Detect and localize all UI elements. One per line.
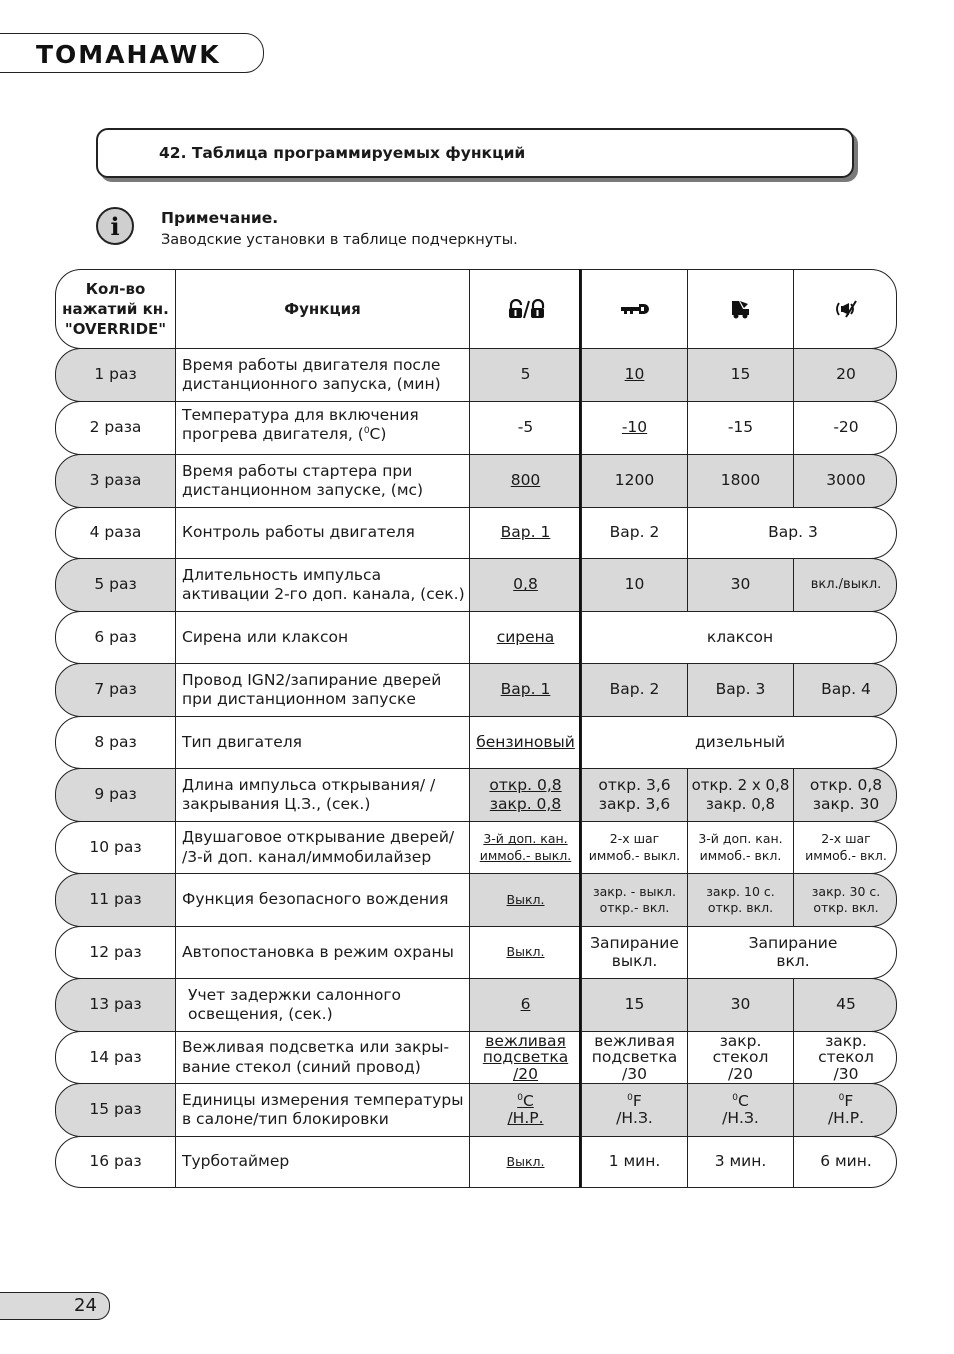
row-value: 30 (687, 559, 793, 611)
row-count: 6 раз (94, 627, 137, 646)
row-value: -15 (687, 402, 793, 454)
value-line: закр. 30 (812, 795, 880, 813)
value-line: откр. 0,8 (809, 775, 883, 794)
row-function: Сирена или клаксон (175, 612, 469, 663)
note-title: Примечание. (161, 209, 279, 227)
value-line: вкл. (776, 951, 810, 970)
row-value: Вар. 4 (793, 664, 898, 716)
table-row (55, 507, 897, 559)
value-line (732, 1093, 749, 1110)
row-value: 1 мин. (581, 1137, 687, 1187)
value-line: /30 (622, 1064, 647, 1083)
row-value: 15 (687, 349, 793, 401)
row-function: Двушаговое открывание дверей/ /3-й доп. канал/иммобилайзер (175, 822, 469, 873)
row-value: 3000 (793, 455, 898, 507)
value-line: закр. (719, 1032, 762, 1051)
row-value: Вар. 2 (581, 508, 687, 558)
row-value-default: 6 (469, 979, 581, 1031)
degree-sign: 0 (732, 1092, 738, 1103)
value-line: подсветка (591, 1048, 678, 1067)
value-line: закр. 3,6 (598, 795, 671, 813)
row-value (687, 1032, 793, 1083)
header-count (56, 270, 175, 348)
row-value-default (469, 769, 581, 821)
row-value: 3 мин. (687, 1137, 793, 1187)
row-count: 9 раз (94, 785, 137, 804)
row-value (793, 874, 898, 926)
row-count: 8 раз (94, 732, 137, 751)
table-row (55, 821, 897, 874)
value-text: C (737, 1091, 749, 1110)
value-line: 2-х шаг (609, 831, 660, 847)
row-value-default: сирена (469, 612, 581, 663)
row-value: 20 (793, 349, 898, 401)
table-row (55, 978, 897, 1032)
row-value (793, 822, 898, 873)
row-function-text: прогрева двигателя, ( (182, 425, 364, 444)
value-line: выкл. (611, 951, 658, 970)
row-count: 7 раз (94, 680, 137, 699)
row-count: 4 раза (89, 523, 142, 542)
header-col-siren (793, 270, 898, 348)
value-line: откр. 3,6 (598, 775, 671, 794)
value-line: иммоб.- вкл. (699, 847, 782, 863)
table-row (55, 454, 897, 508)
value-line: стекол (818, 1048, 874, 1067)
row-value: 45 (793, 979, 898, 1031)
value-line: стекол (712, 1048, 769, 1067)
value-text: F (844, 1091, 854, 1110)
table-row (55, 611, 897, 664)
table-row (55, 401, 897, 455)
row-value (581, 1084, 687, 1136)
header-count-line: нажатий кн. (62, 299, 169, 318)
table-row (55, 663, 897, 717)
row-value: Вар. 2 (581, 664, 687, 716)
row-value: 1200 (581, 455, 687, 507)
header-count-line: "OVERRIDE" (64, 320, 167, 339)
row-value (581, 927, 687, 978)
table-row (55, 768, 897, 822)
value-line: откр. вкл. (707, 900, 774, 915)
row-value-default: -10 (581, 402, 687, 454)
value-text: C (522, 1091, 534, 1110)
table-row (55, 926, 897, 979)
row-value-default: Выкл. (469, 1137, 581, 1187)
row-value: клаксон (581, 612, 898, 663)
row-value: 6 мин. (793, 1137, 898, 1187)
degree-sign: 0 (363, 426, 370, 437)
value-line: Запирание (748, 934, 838, 953)
row-value-default (469, 1084, 581, 1136)
info-icon: i (96, 207, 134, 245)
header-function: Функция (175, 270, 469, 348)
row-value (687, 927, 898, 978)
row-value-default: 800 (469, 455, 581, 507)
value-line: откр. 0,8 (489, 775, 562, 794)
trunk-icon (730, 299, 752, 319)
table-row (55, 873, 897, 927)
row-value: 5 (469, 349, 581, 401)
row-value (793, 769, 898, 821)
row-function: Единицы измерения температуры в салоне/тип блокировки (175, 1084, 469, 1136)
header-col-lock (469, 270, 581, 348)
page-number: 24 (74, 1295, 97, 1316)
row-function (175, 402, 469, 454)
value-line: закр. 0,8 (489, 795, 562, 813)
row-count: 15 раз (89, 1100, 142, 1119)
row-value (581, 1032, 687, 1083)
row-function-line: Температура для включения (182, 406, 419, 424)
value-line: откр.- вкл. (599, 900, 670, 915)
value-line: закр. 10 с. (706, 883, 775, 899)
header-col-key (581, 270, 687, 348)
row-count: 13 раз (89, 995, 142, 1014)
row-value-default: бензиновый (469, 717, 581, 768)
row-function: Турботаймер (175, 1137, 469, 1187)
note-text: Заводские установки в таблице подчеркнуты. (161, 232, 518, 248)
value-line (627, 1093, 642, 1110)
row-value: 15 (581, 979, 687, 1031)
row-function: Вежливая подсветка или закры- вание стекол (синий провод) (175, 1032, 469, 1083)
table-row (55, 558, 897, 612)
row-value (581, 769, 687, 821)
value-line: закр. 0,8 (705, 795, 776, 813)
row-value-default: 0,8 (469, 559, 581, 611)
row-value: 30 (687, 979, 793, 1031)
degree-sign: 0 (838, 1092, 845, 1103)
degree-sign: 0 (517, 1092, 523, 1103)
section-title-box (96, 128, 854, 178)
header-count-line: Кол-во (85, 279, 146, 298)
table-row (55, 1031, 897, 1084)
value-line: /20 (513, 1064, 538, 1083)
row-value: дизельный (581, 717, 898, 768)
value-line: /20 (728, 1064, 753, 1083)
row-function: Время работы двигателя после дистанционного запуска, (мин) (175, 349, 469, 401)
row-value (581, 874, 687, 926)
value-text: F (632, 1091, 642, 1110)
row-function: Длина импульса открывания/ /закрывания Ц.З., (сек.) (175, 769, 469, 821)
row-function-text: C) (369, 425, 387, 444)
row-value (687, 769, 793, 821)
row-function: Функция безопасного вождения (175, 874, 469, 926)
row-function: Тип двигателя (175, 717, 469, 768)
value-line: иммоб.- вкл. (805, 847, 887, 863)
lock-unlock-icon (507, 299, 545, 319)
row-count: 14 раз (89, 1047, 142, 1066)
row-value-default: Вар. 1 (469, 508, 581, 558)
row-value-default: Выкл. (469, 874, 581, 926)
row-count: 11 раз (89, 890, 142, 909)
section-title: 42. Таблица программируемых функций (159, 144, 526, 162)
row-function: Автопостановка в режим охраны (175, 927, 469, 978)
row-value (687, 874, 793, 926)
row-value-default: 10 (581, 349, 687, 401)
row-value: Вар. 3 (687, 664, 793, 716)
row-function: Время работы стартера при дистанционном запуске, (мс) (175, 455, 469, 507)
row-value: вкл./выкл. (793, 559, 898, 611)
value-line: 3-й доп. кан. (698, 831, 783, 847)
row-value: -5 (469, 402, 581, 454)
value-line: /30 (833, 1064, 859, 1083)
value-line: вежливая (594, 1032, 675, 1051)
row-value (687, 1084, 793, 1136)
table-row (55, 1083, 897, 1137)
siren-icon (834, 300, 858, 318)
table-row (55, 348, 897, 402)
value-line: подсветка (482, 1048, 569, 1067)
row-value (581, 822, 687, 873)
degree-sign: 0 (627, 1092, 633, 1103)
value-line (839, 1093, 854, 1110)
row-function: Длительность импульса активации 2-го доп. канала, (сек.) (175, 559, 469, 611)
brand-logo: TOMAHAWK (36, 40, 221, 69)
row-count: 16 раз (89, 1152, 142, 1171)
row-count: 1 раз (94, 365, 137, 384)
value-line: откр. 2 х 0,8 (691, 776, 790, 795)
column-divider (579, 269, 581, 1187)
row-count: 2 раза (89, 418, 142, 437)
row-value-default: Выкл. (469, 927, 581, 978)
value-line: откр. вкл. (813, 900, 879, 915)
row-value-default (469, 1032, 581, 1083)
table-row (55, 1136, 897, 1188)
value-line: 3-й доп. кан. (483, 831, 568, 847)
row-value: -20 (793, 402, 898, 454)
value-line: закр. (825, 1032, 867, 1051)
row-function: Провод IGN2/запирание дверей при дистанционном запуске (175, 664, 469, 716)
value-line: закр. 30 с. (811, 883, 881, 899)
value-line: /Н.Р. (507, 1109, 544, 1127)
row-count: 10 раз (89, 837, 142, 856)
row-value (793, 1084, 898, 1136)
row-value-default (469, 822, 581, 873)
row-function: Учет задержки салонного освещения, (сек.) (175, 979, 469, 1031)
value-line: /Н.З. (722, 1109, 759, 1127)
row-function-line (182, 425, 469, 444)
value-line: /Н.З. (616, 1109, 653, 1127)
row-value: Вар. 3 (687, 508, 898, 558)
row-count: 5 раз (94, 575, 137, 594)
table-header-row (55, 269, 897, 349)
value-line: /Н.Р. (827, 1109, 865, 1127)
row-value (793, 1032, 898, 1083)
row-count: 12 раз (89, 942, 142, 961)
table-row (55, 716, 897, 769)
row-value (687, 822, 793, 873)
value-line: вежливая (485, 1032, 566, 1051)
row-function: Контроль работы двигателя (175, 508, 469, 558)
value-line: Запирание (590, 934, 679, 953)
header-col-trunk (687, 270, 793, 348)
row-value-default: Вар. 1 (469, 664, 581, 716)
value-line: иммоб.- выкл. (588, 847, 681, 863)
row-count: 3 раза (89, 471, 142, 490)
value-line: закр. - выкл. (593, 883, 676, 899)
value-line (517, 1093, 534, 1110)
key-icon (620, 302, 650, 316)
value-line: иммоб.- выкл. (479, 847, 572, 863)
row-value: 10 (581, 559, 687, 611)
row-value: 1800 (687, 455, 793, 507)
value-line: 2-х шаг (821, 831, 871, 847)
